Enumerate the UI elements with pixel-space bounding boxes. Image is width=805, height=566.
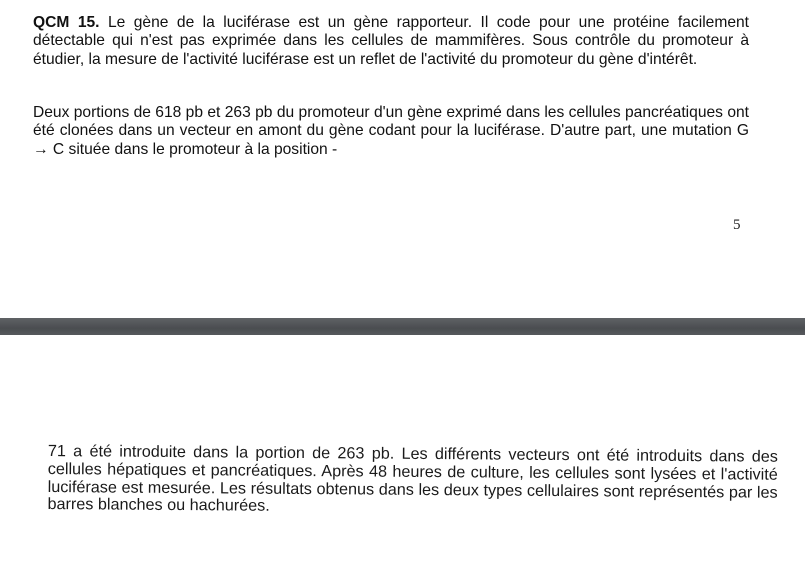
page-number: 5 [733, 217, 741, 233]
paragraph-1-text: Le gène de la luciférase est un gène rapporteur. Il code pour une protéine facilement détectable qui n'est pas exprimée dans les cellules de mammifères. Sous contrôle du promoteur à étudier, la mesure de l'activité luciférase est un reflet de l'activité du promoteur du gène d'intérêt. [33, 14, 750, 68]
page-separator [0, 318, 805, 335]
question-label: QCM 15. [33, 14, 100, 31]
paragraph-2: Deux portions de 618 pb et 263 pb du promoteur d'un gène exprimé dans les cellules pancréatiques ont été clonées dans un vecteur en amont du gène codant pour la luciférase. D'autre part, une mutation G → C située dans le promoteur à la position - [33, 104, 749, 158]
paragraph-3: 71 a été introduite dans la portion de 263 pb. Les différents vecteurs ont été introduits dans des cellules hépatiques et pancréatiques. Après 48 heures de culture, les cellules sont lysées et l'activité luciférase est mesurée. Les résultats obtenus dans les deux types cellulaires sont représentés par les barres blanches ou hachurées. [47, 442, 778, 516]
paragraph-1 [33, 14, 749, 69]
